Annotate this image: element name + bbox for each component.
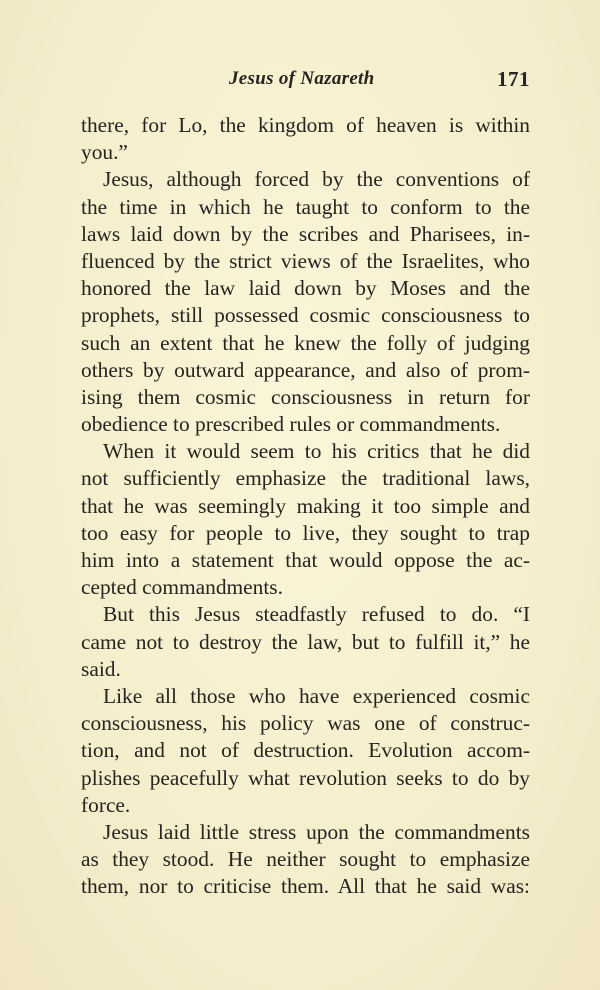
text-line: force. xyxy=(81,792,131,817)
text-line: consciousness, his policy was one of construc- xyxy=(81,711,530,736)
text-line: Jesus, although forced by the conventions of xyxy=(103,167,530,192)
text-line: too easy for people to live, they sought to trap xyxy=(81,520,530,545)
text-line: Like all those who have experienced cosmic xyxy=(103,683,530,708)
text-line: obedience to prescribed rules or commandments. xyxy=(81,412,501,437)
page-number: 171 xyxy=(497,67,530,91)
text-line: that he was seemingly making it too simple and xyxy=(81,493,530,518)
text-line: them, nor to criticise them. All that he said was: xyxy=(81,874,530,899)
text-line: there, for Lo, the kingdom of heaven is within xyxy=(81,113,530,137)
text-line: prophets, still possessed cosmic consciousness to xyxy=(81,303,530,328)
text-line: When it would seem to his critics that he did xyxy=(103,439,530,464)
running-head xyxy=(81,68,530,98)
text-line: came not to destroy the law, but to fulfill it,” he xyxy=(81,629,530,654)
body-text xyxy=(81,112,530,900)
text-line: fluenced by the strict views of the Israelites, who xyxy=(81,248,530,273)
text-line: honored the law laid down by Moses and the xyxy=(81,276,530,301)
text-line: said. xyxy=(81,656,121,681)
text-line: But this Jesus steadfastly refused to do. “I xyxy=(103,602,530,627)
text-line: tion, and not of destruction. Evolution accom- xyxy=(81,738,530,763)
text-line: plishes peacefully what revolution seeks to do by xyxy=(81,765,530,790)
text-line: such an extent that he knew the folly of judging xyxy=(81,330,530,355)
text-line: not sufficiently emphasize the traditional laws, xyxy=(81,466,530,491)
text-line: you.” xyxy=(81,140,128,165)
text-line: him into a statement that would oppose the ac- xyxy=(81,548,530,572)
running-title: Jesus of Nazareth xyxy=(229,68,375,89)
text-line: cepted commandments. xyxy=(81,575,283,600)
text-line: laws laid down by the scribes and Pharisees, in- xyxy=(81,221,530,246)
text-line: the time in which he taught to conform to the xyxy=(81,194,530,219)
text-line: others by outward appearance, and also of prom- xyxy=(81,357,530,382)
text-line: Jesus laid little stress upon the commandments xyxy=(103,819,530,844)
text-line: ising them cosmic consciousness in return for xyxy=(81,384,530,409)
text-line: as they stood. He neither sought to emphasize xyxy=(81,847,530,872)
